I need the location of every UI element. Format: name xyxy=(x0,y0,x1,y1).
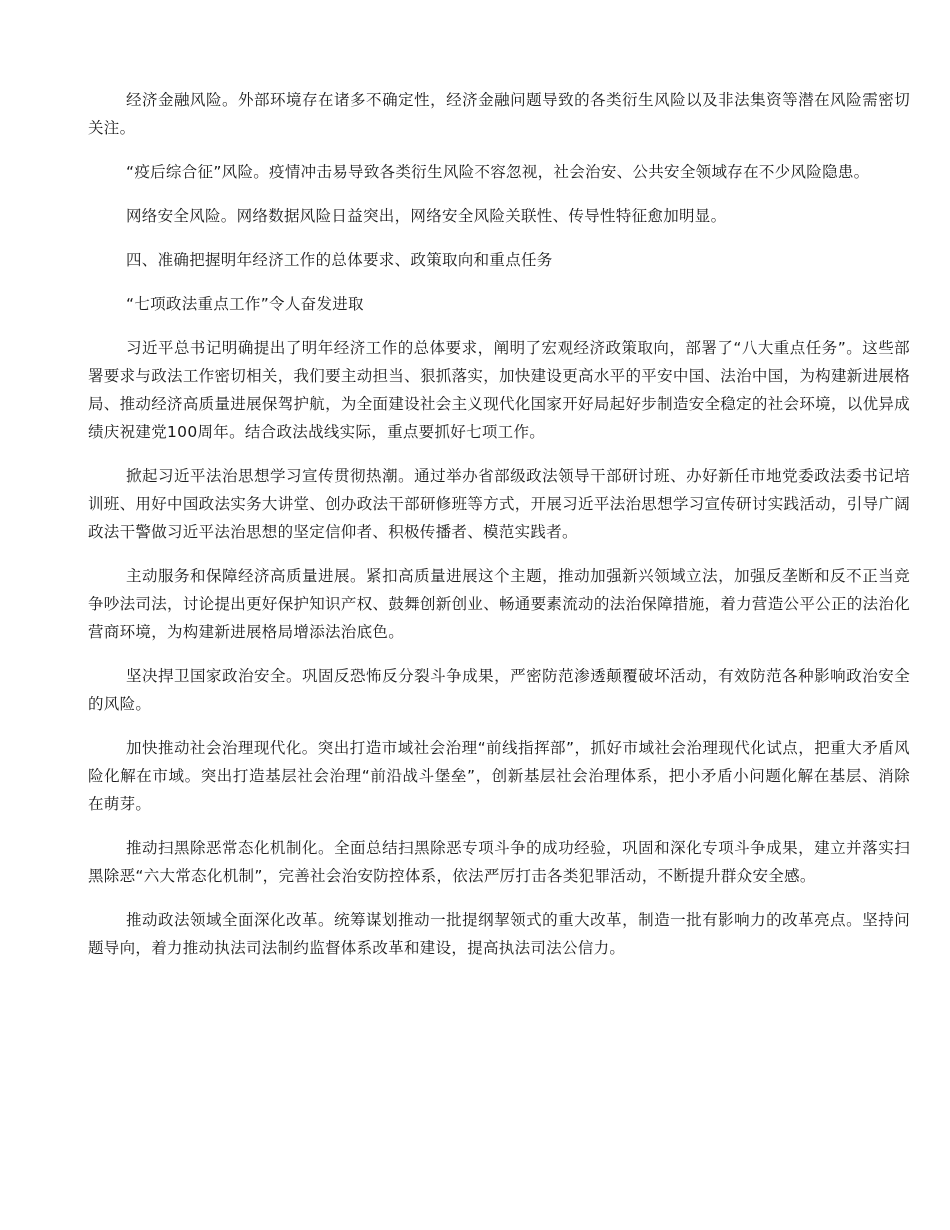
paragraph-task-1: 掀起习近平法治思想学习宣传贯彻热潮。通过举办省部级政法领导干部研讨班、办好新任市地党委政法委书记培训班、用好中国政法实务大讲堂、创办政法干部研修班等方式，开展习近平法治思想学习宣传研讨实践活动，引导广阔政法干警做习近平法治思想的坚定信仰者、积极传播者、模范实践者。 xyxy=(88,467,910,541)
paragraph-post-epidemic-risk: “疫后综合征”风险。疫情冲击易导致各类衍生风险不容忽视，社会治安、公共安全领域存在不少风险隐患。 xyxy=(126,163,870,181)
paragraph-overview: 习近平总书记明确提出了明年经济工作的总体要求，阐明了宏观经济政策取向，部署了“八大重点任务”。这些部署要求与政法工作密切相关，我们要主动担当、狠抓落实，加快建设更高水平的平安中国、法治中国，为构建新进展格局、推动经济高质量进展保驾护航，为全面建设社会主义现代化国家开好局起好步制造安全稳定的社会环境，以优异成绩庆祝建党100周年。结合政法战线实际，重点要抓好七项工作。 xyxy=(88,339,910,441)
paragraph-task-2: 主动服务和保障经济高质量进展。紧扣高质量进展这个主题，推动加强新兴领域立法，加强反垄断和反不正当竞争吵法司法，讨论提出更好保护知识产权、鼓舞创新创业、畅通要素流动的法治保障措施，着力营造公平公正的法治化营商环境，为构建新进展格局增添法治底色。 xyxy=(88,567,910,641)
paragraph-network-risk: 网络安全风险。网络数据风险日益突出，网络安全风险关联性、传导性特征愈加明显。 xyxy=(126,207,727,225)
paragraph-task-6: 推动政法领域全面深化改革。统筹谋划推动一批提纲挈领式的重大改革，制造一批有影响力的改革亮点。坚持问题导向，着力推动执法司法制约监督体系改革和建设，提高执法司法公信力。 xyxy=(88,911,910,957)
section-heading: 四、准确把握明年经济工作的总体要求、政策取向和重点任务 xyxy=(126,251,553,269)
paragraph-task-3: 坚决捍卫国家政治安全。巩固反恐怖反分裂斗争成果，严密防范渗透颠覆破坏活动，有效防范各种影响政治安全的风险。 xyxy=(88,667,910,713)
paragraph-task-4: 加快推动社会治理现代化。突出打造市域社会治理“前线指挥部”，抓好市域社会治理现代化试点，把重大矛盾风险化解在市域。突出打造基层社会治理“前沿战斗堡垒”，创新基层社会治理体系，把小矛盾小问题化解在基层、消除在萌芽。 xyxy=(88,739,910,813)
paragraph-task-5: 推动扫黑除恶常态化机制化。全面总结扫黑除恶专项斗争的成功经验，巩固和深化专项斗争成果，建立并落实扫黑除恶“六大常态化机制”，完善社会治安防控体系，依法严厉打击各类犯罪活动，不断提升群众安全感。 xyxy=(88,839,910,885)
paragraph-financial-risk: 经济金融风险。外部环境存在诸多不确定性，经济金融问题导致的各类衍生风险以及非法集资等潜在风险需密切关注。 xyxy=(88,91,910,137)
subsection-heading: “七项政法重点工作”令人奋发进取 xyxy=(126,295,364,313)
